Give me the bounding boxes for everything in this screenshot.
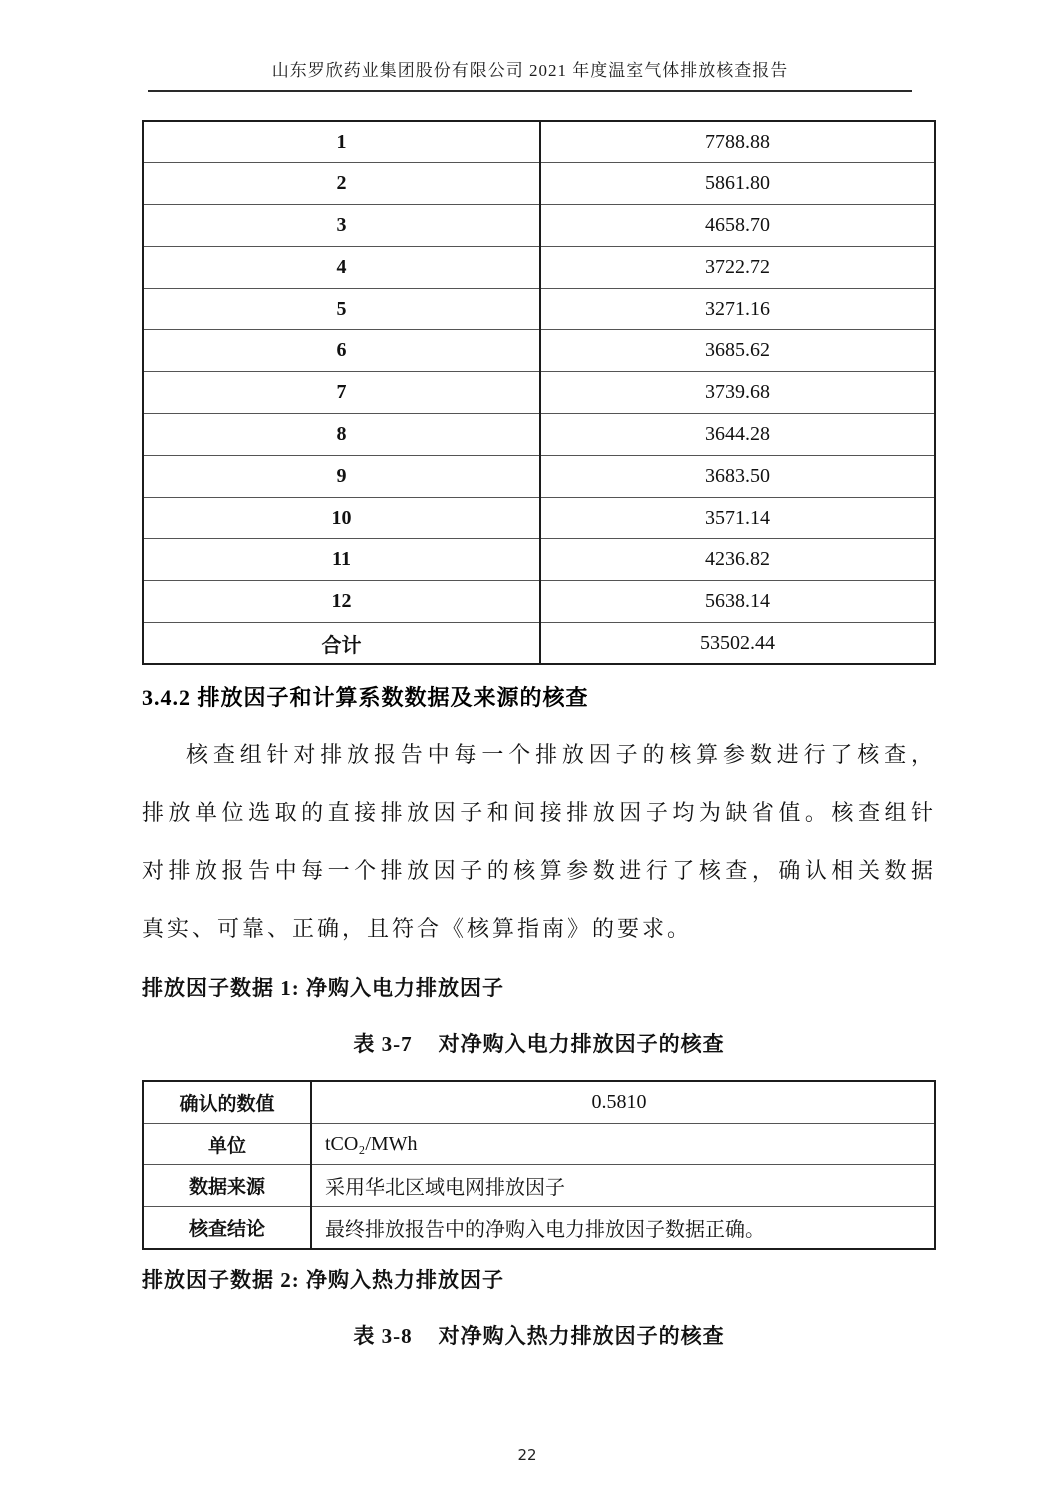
month-value-cell: 3271.16 [540,288,935,330]
month-value-cell: 4658.70 [540,205,935,247]
month-label-cell: 1 [143,121,540,163]
factor-table-row [143,1123,935,1165]
month-value-cell: 3644.28 [540,414,935,456]
electricity-factor-table [142,1080,936,1249]
monthly-table-row [143,455,935,497]
factor1-heading: 排放因子数据 1: 净购入电力排放因子 [142,976,504,1001]
month-value-cell: 3571.14 [540,497,935,539]
month-label-cell: 6 [143,330,540,372]
month-label-cell: 12 [143,581,540,623]
factor-label-cell: 确认的数值 [143,1081,311,1123]
monthly-table-row [143,330,935,372]
page-content [0,120,1054,1350]
month-label-cell: 5 [143,288,540,330]
page-number: 22 [517,1446,537,1464]
factor-label-cell: 数据来源 [143,1165,311,1207]
monthly-table-row [143,372,935,414]
month-label-cell: 9 [143,455,540,497]
paragraph-line: 排放单位选取的直接排放因子和间接排放因子均为缺省值。核查组针 [142,800,936,826]
factor-value-cell: 0.5810 [311,1081,935,1123]
month-label-cell: 10 [143,497,540,539]
monthly-table-row [143,163,935,205]
factor-label-cell: 单位 [143,1123,311,1165]
factor-table-row [143,1207,935,1249]
monthly-table-row [143,246,935,288]
table-3-7-title [142,1028,936,1058]
factor-value-cell: tCO₂/MWh [311,1123,935,1165]
monthly-table-row [143,121,935,163]
paragraph-line: 核查组针对排放报告中每一个排放因子的核算参数进行了核查， [186,742,936,768]
month-value-cell: 4236.82 [540,539,935,581]
month-label-cell: 3 [143,205,540,247]
factor-label-cell: 核查结论 [143,1207,311,1249]
monthly-table-row [143,539,935,581]
monthly-table-row [143,623,935,665]
paragraph-line: 对排放报告中每一个排放因子的核算参数进行了核查，确认相关数据 [142,858,936,884]
month-label-cell: 8 [143,414,540,456]
paragraph-line: 真实、可靠、正确，且符合《核算指南》的要求。 [142,916,693,942]
factor-value-cell: 采用华北区域电网排放因子 [311,1165,935,1207]
table-3-8-title [142,1320,936,1350]
month-label-cell: 11 [143,539,540,581]
electricity-factor-table-body [143,1081,935,1248]
monthly-emission-table-body [143,121,935,664]
monthly-table-row [143,581,935,623]
factor-value-cell: 最终排放报告中的净购入电力排放因子数据正确。 [311,1207,935,1249]
month-value-cell: 53502.44 [540,623,935,665]
factor-table-row [143,1165,935,1207]
table-3-8-name: 对净购入热力排放因子的核查 [438,1323,725,1348]
month-value-cell: 7788.88 [540,121,935,163]
running-header-title: 山东罗欣药业集团股份有限公司 2021 年度温室气体排放核查报告 [148,56,912,92]
factor2-heading: 排放因子数据 2: 净购入热力排放因子 [142,1267,504,1292]
month-label-cell: 合计 [143,623,540,665]
month-value-cell: 3722.72 [540,246,935,288]
table-3-8-number: 表 3-8 [353,1323,413,1348]
monthly-table-row [143,497,935,539]
month-label-cell: 2 [143,163,540,205]
month-value-cell: 3739.68 [540,372,935,414]
factor-table-row [143,1081,935,1123]
month-value-cell: 5861.80 [540,163,935,205]
month-value-cell: 3683.50 [540,455,935,497]
section-342-paragraph [142,726,936,958]
month-label-cell: 7 [143,372,540,414]
monthly-table-row [143,288,935,330]
monthly-table-row [143,205,935,247]
table-3-7-number: 表 3-7 [353,1032,413,1057]
section-342-heading: 3.4.2 排放因子和计算系数数据及来源的核查 [142,685,589,711]
monthly-table-row [143,414,935,456]
table-3-7-name: 对净购入电力排放因子的核查 [438,1032,725,1057]
month-label-cell: 4 [143,246,540,288]
month-value-cell: 3685.62 [540,330,935,372]
monthly-emission-table [142,120,936,665]
month-value-cell: 5638.14 [540,581,935,623]
